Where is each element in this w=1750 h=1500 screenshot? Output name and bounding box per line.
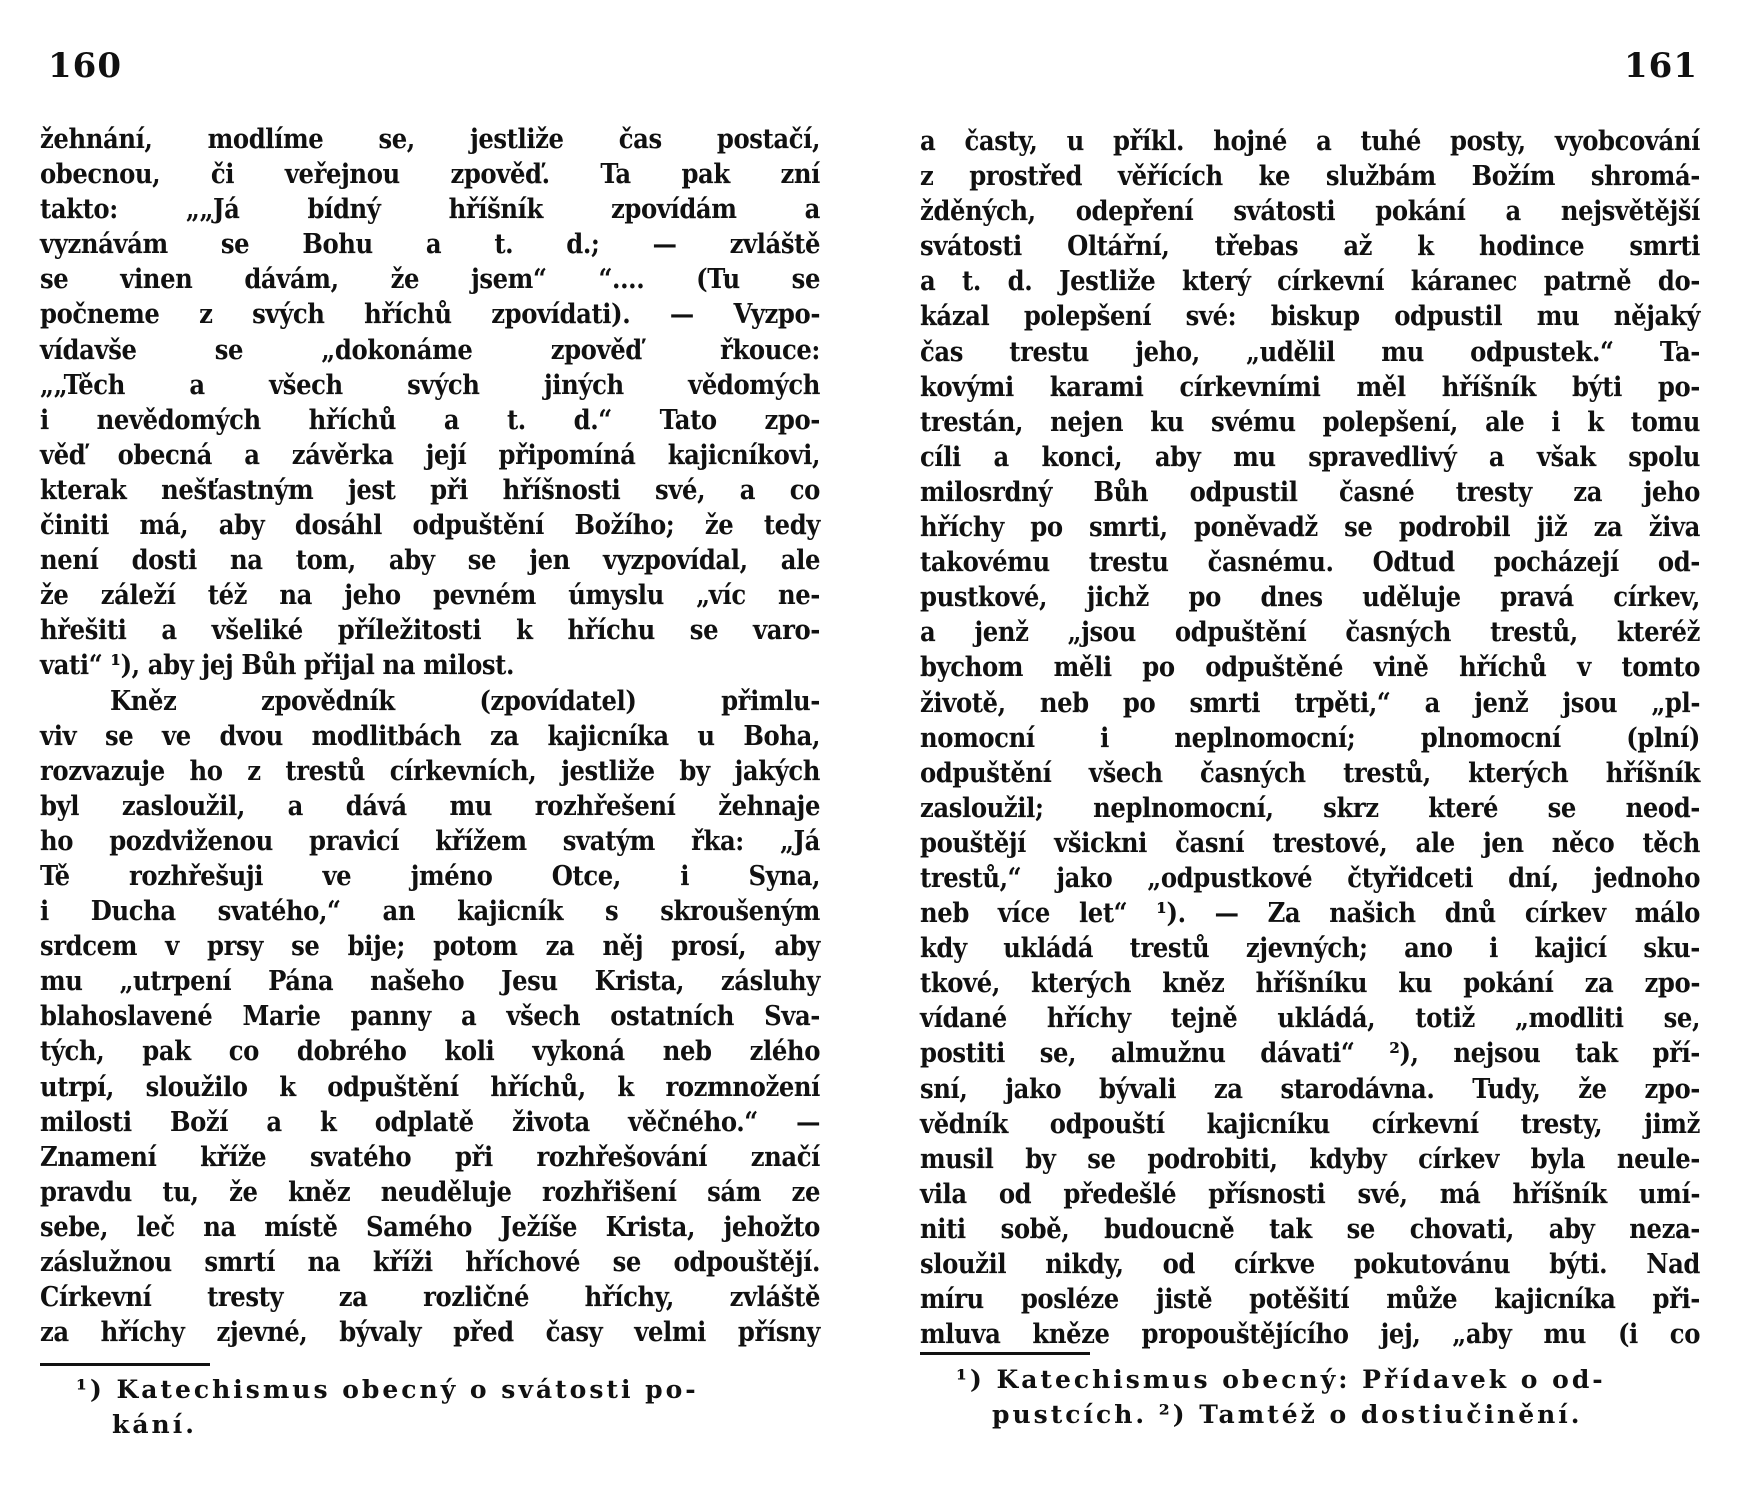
text-line: vědník odpouští kajicníku církevní tresty, jimž bbox=[920, 1108, 1700, 1140]
text-line: i Ducha svatého,“ an kajicník s skroušeným bbox=[40, 896, 820, 928]
text-line: ho pozdviženou pravicí křížem svatým řka: „Já bbox=[40, 825, 820, 857]
text-line: musil by se podrobiti, kdyby církev byla neule- bbox=[920, 1143, 1700, 1175]
text-line: míru posléze jistě potěšití může kajicníka při- bbox=[920, 1284, 1700, 1316]
text-line: postiti se, almužnu dávati“ ²), nejsou tak pří- bbox=[920, 1038, 1700, 1070]
text-line: není dosti na tom, aby se jen vyzpovídal, ale bbox=[40, 545, 820, 577]
text-line: sebe, leč na místě Samého Ježíše Krista, jehožto bbox=[40, 1211, 820, 1243]
text-line: činiti má, aby dosáhl odpuštění Božího; že tedy bbox=[40, 510, 820, 542]
footnote-line: pustcích. ²) Tamtéž o dostiučinění. bbox=[992, 1400, 1583, 1429]
text-line: viv se ve dvou modlitbách za kajicníka u Boha, bbox=[40, 720, 820, 752]
text-line: sloužil nikdy, od církve pokutovánu býti. Nad bbox=[920, 1249, 1700, 1280]
body-text-right bbox=[920, 124, 1700, 1352]
text-line: vídané hříchy tejně ukládá, totiž „modliti se, bbox=[920, 1003, 1700, 1035]
footnote-divider bbox=[40, 1363, 210, 1366]
text-line: bychom měli po odpuštěné vině hříchů v tomto bbox=[920, 652, 1700, 684]
text-line: vyznávám se Bohu a t. d.; — zvláště bbox=[40, 229, 820, 261]
text-line: i nevědomých hříchů a t. d.“ Tato zpo- bbox=[40, 404, 820, 436]
text-line: milosrdný Bůh odpustil časné tresty za jeho bbox=[920, 476, 1700, 508]
body-text-left bbox=[40, 122, 820, 1350]
text-line: vila od předešlé přísnosti své, má hříšník umí- bbox=[920, 1178, 1700, 1210]
text-line: Církevní tresty za rozličné hříchy, zvláště bbox=[40, 1282, 820, 1314]
footnote-line: ¹) Katechismus obecný o svátosti po- bbox=[76, 1375, 699, 1404]
text-line: kdy ukládá trestů zjevných; ano i kajicí sku- bbox=[920, 933, 1700, 965]
text-line: za hříchy zjevné, bývaly před časy velmi přísny bbox=[40, 1317, 820, 1349]
text-line: Tě rozhřešuji ve jméno Otce, i Syna, bbox=[40, 860, 820, 892]
text-line: že záleží též na jeho pevném úmyslu „víc ne- bbox=[40, 580, 820, 612]
text-line: takovému trestu časnému. Odtud pocházejí od- bbox=[920, 547, 1700, 579]
text-line: pouštějí všickni časní trestové, ale jen něco těch bbox=[920, 827, 1700, 859]
text-line: zasloužil; neplnomocní, skrz které se neod- bbox=[920, 792, 1700, 824]
text-line: vati“ ¹), aby jej Bůh přijal na milost. bbox=[40, 650, 515, 682]
text-line: žděných, odepření svátosti pokání a nejsvětější bbox=[920, 196, 1700, 228]
text-line: tkové, kterých kněz hříšníku ku pokání za zpo- bbox=[920, 968, 1700, 1000]
text-line: počneme z svých hříchů zpovídati). — Vyzpo- bbox=[40, 299, 820, 331]
text-line: životě, neb po smrti trpěti,“ a jenž jsou „pl- bbox=[920, 687, 1700, 719]
text-line: čas trestu jeho, „udělil mu odpustek.“ Ta- bbox=[920, 336, 1700, 368]
text-line: trestů,“ jako „odpustkové čtyřidceti dní, jednoho bbox=[920, 862, 1700, 894]
text-line: pustkové, jichž po dnes uděluje pravá církev, bbox=[920, 582, 1700, 614]
text-line: neb více let“ ¹). — Za našich dnů církev málo bbox=[920, 898, 1700, 930]
text-line: a jenž „jsou odpuštění časných trestů, kteréž bbox=[920, 617, 1700, 649]
text-line: vídavše se „dokonáme zpověď řkouce: bbox=[40, 334, 820, 366]
text-line: svátosti Oltářní, třebas až k hodince smrti bbox=[920, 231, 1700, 263]
left-page bbox=[40, 0, 840, 1500]
footnotes-right bbox=[920, 1362, 1700, 1432]
footnote-line: kání. bbox=[112, 1410, 197, 1439]
text-line: rozvazuje ho z trestů církevních, jestliže by jakých bbox=[40, 755, 820, 787]
text-line: Kněz zpovědník (zpovídatel) přimlu- bbox=[110, 685, 820, 717]
text-line: věď obecná a závěrka její připomíná kajicníkovi, bbox=[40, 439, 820, 471]
text-line: obecnou, či veřejnou zpověď. Ta pak zní bbox=[40, 159, 820, 191]
text-line: blahoslavené Marie panny a všech ostatních Sva- bbox=[40, 1001, 820, 1033]
text-line: kovými karami církevními měl hříšník býti po- bbox=[920, 371, 1700, 403]
text-line: mluva kněze propouštějícího jej, „aby mu (i co bbox=[920, 1319, 1700, 1351]
text-line: tých, pak co dobrého koli vykoná neb zlého bbox=[40, 1036, 820, 1068]
text-line: utrpí, sloužilo k odpuštění hříchů, k rozmnožení bbox=[40, 1071, 820, 1103]
right-page bbox=[920, 0, 1720, 1500]
text-line: trestán, nejen ku svému polepšení, ale i k tomu bbox=[920, 406, 1700, 438]
text-line: se vinen dávám, že jsem“ “.... (Tu se bbox=[40, 264, 820, 296]
text-line: hřešiti a všeliké příležitosti k hříchu se varo- bbox=[40, 615, 820, 647]
text-line: pravdu tu, že kněz neuděluje rozhřišení sám ze bbox=[40, 1176, 820, 1208]
text-line: srdcem v prsy se bije; potom za něj prosí, aby bbox=[40, 931, 820, 963]
text-line: a časty, u příkl. hojné a tuhé posty, vyobcování bbox=[920, 126, 1700, 157]
text-line: žehnání, modlíme se, jestliže čas postačí, bbox=[40, 124, 820, 155]
text-line: kterak nešťastným jest při hříšnosti své, a co bbox=[40, 474, 820, 506]
text-line: Znamení kříže svatého při rozhřešování značí bbox=[40, 1141, 820, 1173]
text-line: nomocní i neplnomocní; plnomocní (plní) bbox=[920, 722, 1700, 754]
text-line: záslužnou smrtí na kříži hříchové se odpouštějí. bbox=[40, 1247, 820, 1278]
text-line: takto: „„Já bídný hříšník zpovídám a bbox=[40, 194, 820, 226]
page-number-right: 161 bbox=[1624, 46, 1698, 86]
footnote-divider bbox=[920, 1352, 1090, 1355]
footnote-line: ¹) Katechismus obecný: Přídavek o od- bbox=[956, 1365, 1606, 1394]
text-line: hříchy po smrti, poněvadž se podrobil již za živa bbox=[920, 512, 1700, 544]
text-line: a t. d. Jestliže který církevní káranec patrně do- bbox=[920, 266, 1700, 298]
text-line: cíli a konci, aby mu spravedlivý a však spolu bbox=[920, 441, 1700, 473]
text-line: niti sobě, budoucně tak se chovati, aby neza- bbox=[920, 1213, 1700, 1245]
footnotes-left bbox=[40, 1372, 820, 1442]
text-line: odpuštění všech časných trestů, kterých hříšník bbox=[920, 757, 1700, 789]
text-line: mu „utrpení Pána našeho Jesu Krista, zásluhy bbox=[40, 966, 820, 998]
text-line: milosti Boží a k odplatě života věčného.“ — bbox=[40, 1106, 820, 1138]
text-line: byl zasloužil, a dává mu rozhřešení žehnaje bbox=[40, 790, 820, 822]
text-line: z prostřed věřících ke službám Božím shromá- bbox=[920, 161, 1700, 193]
text-line: kázal polepšení své: biskup odpustil mu nějaký bbox=[920, 301, 1700, 333]
text-line: sní, jako bývali za starodávna. Tudy, že zpo- bbox=[920, 1073, 1700, 1105]
page-number-left: 160 bbox=[48, 46, 122, 86]
text-line: „„Těch a všech svých jiných vědomých bbox=[40, 369, 820, 401]
